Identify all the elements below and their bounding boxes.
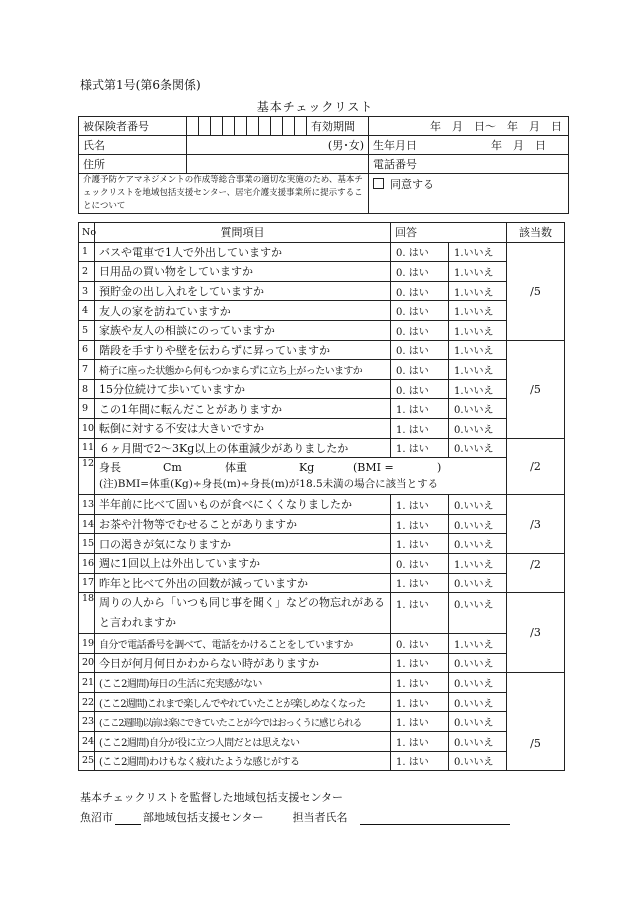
question-text: 口の渇きが気になりますか — [95, 534, 391, 554]
answer-option-yes[interactable]: 1. はい — [391, 653, 449, 673]
question-no: 7 — [79, 360, 95, 380]
question-text: 日用品の買い物をしていますか — [95, 262, 391, 282]
table-row — [79, 320, 565, 340]
answer-option-yes[interactable]: 1. はい — [391, 593, 449, 634]
answer-option-yes[interactable]: 1. はい — [391, 732, 449, 752]
question-text: 友人の家を訪ねていますか — [95, 301, 391, 321]
question-text: 半年前に比べて固いものが食べにくくなりましたか — [95, 495, 391, 515]
answer-option-no[interactable]: 0.いいえ — [449, 692, 507, 712]
answer-option-no[interactable]: 0.いいえ — [449, 399, 507, 419]
answer-option-yes[interactable]: 1. はい — [391, 573, 449, 593]
question-no: 25 — [79, 751, 95, 771]
answer-option-yes[interactable]: 1. はい — [391, 692, 449, 712]
insured-number-label: 被保険者番号 — [79, 117, 187, 136]
question-text: 昨年と比べて外出の回数が減っていますか — [95, 573, 391, 593]
question-text: お茶や汁物等でむせることがありますか — [95, 514, 391, 534]
answer-option-no[interactable]: 1.いいえ — [449, 634, 507, 654]
answer-option-yes[interactable]: 0. はい — [391, 379, 449, 399]
column-header-score: 該当数 — [507, 223, 565, 243]
question-no: 3 — [79, 281, 95, 301]
dob-value: 年 月 日 — [491, 139, 546, 152]
insured-number-digit[interactable] — [199, 117, 211, 136]
checkbox-icon[interactable] — [373, 178, 384, 189]
answer-option-yes[interactable]: 0. はい — [391, 634, 449, 654]
applicant-info-table — [78, 116, 569, 214]
answer-option-yes[interactable]: 0. はい — [391, 242, 449, 262]
consent-option-label: 同意する — [390, 178, 434, 191]
table-row — [79, 712, 565, 732]
answer-option-no[interactable]: 1.いいえ — [449, 301, 507, 321]
answer-option-no[interactable]: 1.いいえ — [449, 281, 507, 301]
validity-label: 有効期間 — [307, 117, 369, 136]
answer-option-no[interactable]: 0.いいえ — [449, 534, 507, 554]
question-no: 23 — [79, 712, 95, 732]
answer-option-yes[interactable]: 0. はい — [391, 262, 449, 282]
gender-option[interactable]: (男･女) — [307, 136, 369, 155]
answer-option-yes[interactable]: 1. はい — [391, 534, 449, 554]
question-text: この1年間に転んだことがありますか — [95, 399, 391, 419]
answer-option-no[interactable]: 0.いいえ — [449, 653, 507, 673]
bmi-line — [99, 460, 502, 476]
answer-option-yes[interactable]: 0. はい — [391, 553, 449, 573]
table-row — [79, 360, 565, 380]
answer-option-no[interactable]: 1.いいえ — [449, 262, 507, 282]
question-no: 10 — [79, 418, 95, 438]
table-row — [79, 593, 565, 634]
answer-option-no[interactable]: 0.いいえ — [449, 732, 507, 752]
question-no: 2 — [79, 262, 95, 282]
answer-option-no[interactable]: 1.いいえ — [449, 340, 507, 360]
bmi-question[interactable] — [95, 458, 507, 495]
question-no: 16 — [79, 553, 95, 573]
table-row — [79, 379, 565, 399]
question-no: 24 — [79, 732, 95, 752]
score-cell[interactable]: /2 — [507, 438, 565, 495]
question-no: 17 — [79, 573, 95, 593]
question-no: 5 — [79, 320, 95, 340]
answer-option-yes[interactable]: 0. はい — [391, 360, 449, 380]
question-no: 22 — [79, 692, 95, 712]
answer-option-no[interactable]: 0.いいえ — [449, 712, 507, 732]
score-cell[interactable]: /5 — [507, 242, 565, 340]
question-no: 1 — [79, 242, 95, 262]
bmi-note: (注)BMI=体重(Kg)÷身長(m)÷身長(m)が18.5未満の場合に該当とする — [99, 478, 439, 491]
answer-option-no[interactable]: 0.いいえ — [449, 495, 507, 515]
table-row — [79, 242, 565, 262]
name-label: 氏名 — [79, 136, 187, 155]
question-no: 14 — [79, 514, 95, 534]
answer-option-yes[interactable]: 1. はい — [391, 495, 449, 515]
insured-number-digit[interactable] — [295, 117, 307, 136]
question-no: 19 — [79, 634, 95, 654]
score-cell[interactable]: /5 — [507, 340, 565, 438]
table-row — [79, 634, 565, 654]
answer-option-yes[interactable]: 1. はい — [391, 438, 449, 458]
consent-checkbox-cell[interactable] — [369, 174, 569, 214]
question-no: 11 — [79, 438, 95, 458]
validity-value[interactable]: 年 月 日～ 年 月 日 — [369, 117, 569, 136]
insured-number-digit[interactable] — [235, 117, 247, 136]
staff-name-field[interactable] — [360, 813, 510, 825]
footer-signature-line — [80, 809, 510, 825]
answer-option-no[interactable]: 1.いいえ — [449, 360, 507, 380]
question-text: 週に1回以上は外出していますか — [95, 553, 391, 573]
table-row — [79, 418, 565, 438]
staff-label: 担当者氏名 — [292, 811, 348, 824]
question-text: ６ヶ月間で2～3Kg以上の体重減少がありましたか — [95, 438, 391, 458]
supervising-center-label: 基本チェックリストを監督した地域包括支援センター — [80, 791, 344, 804]
phone-cell[interactable] — [369, 155, 569, 174]
city-name: 魚沼市 — [80, 811, 113, 824]
question-text: 15分位続けて歩いていますか — [95, 379, 391, 399]
table-row — [79, 573, 565, 593]
question-text: (ここ2週間)自分が役に立つ人間だとは思えない — [95, 732, 391, 752]
table-row — [79, 673, 565, 693]
table-row — [79, 301, 565, 321]
table-row — [79, 692, 565, 712]
table-row — [79, 281, 565, 301]
answer-option-no[interactable]: 1.いいえ — [449, 242, 507, 262]
question-no: 12 — [79, 458, 95, 495]
table-row — [79, 458, 565, 495]
column-header-question: 質問項目 — [95, 223, 391, 243]
answer-option-yes[interactable]: 1. はい — [391, 418, 449, 438]
question-text: 今日が何月何日かわからない時がありますか — [95, 653, 391, 673]
bmi-label: (BMI = — [353, 461, 394, 475]
table-row — [79, 732, 565, 752]
weight-unit: Kg — [299, 461, 315, 475]
height-label: 身長 — [99, 461, 121, 475]
question-text: 周りの人から「いつも同じ事を聞く」などの物忘れがあると言われますか — [95, 593, 391, 634]
answer-option-yes[interactable]: 0. はい — [391, 320, 449, 340]
answer-option-yes[interactable]: 0. はい — [391, 340, 449, 360]
answer-option-yes[interactable]: 0. はい — [391, 281, 449, 301]
answer-option-no[interactable]: 0.いいえ — [449, 418, 507, 438]
table-row — [79, 340, 565, 360]
question-no: 8 — [79, 379, 95, 399]
bmi-close: ) — [437, 461, 442, 475]
question-text: 家族や友人の相談にのっていますか — [95, 320, 391, 340]
center-name: 部地域包括支援センター — [143, 811, 264, 824]
question-no: 18 — [79, 593, 95, 634]
question-text: 階段を手すりや壁を伝わらずに昇っていますか — [95, 340, 391, 360]
table-row — [79, 534, 565, 554]
weight-label: 体重 — [225, 461, 247, 475]
insured-number-digit[interactable] — [271, 117, 283, 136]
question-text: (ここ2週間)これまで楽しんでやれていたことが楽しめなくなった — [95, 692, 391, 712]
question-no: 15 — [79, 534, 95, 554]
question-text: 椅子に座った状態から何もつかまらずに立ち上がったいますか — [95, 360, 391, 380]
question-no: 6 — [79, 340, 95, 360]
insured-number-digit[interactable] — [187, 117, 199, 136]
district-field[interactable] — [115, 813, 141, 825]
phone-label: 電話番号 — [373, 158, 417, 171]
form-id: 様式第1号(第6条関係) — [80, 78, 201, 92]
question-text: (ここ2週間)以前は楽にできていたことが今ではおっくうに感じられる — [95, 712, 391, 732]
answer-option-yes[interactable]: 0. はい — [391, 301, 449, 321]
table-row — [79, 553, 565, 573]
table-row — [79, 262, 565, 282]
question-no: 20 — [79, 653, 95, 673]
question-no: 4 — [79, 301, 95, 321]
answer-option-no[interactable]: 0.いいえ — [449, 673, 507, 693]
column-header-no: No — [79, 223, 95, 243]
table-row — [79, 495, 565, 515]
answer-option-no[interactable]: 0.いいえ — [449, 593, 507, 634]
answer-option-no[interactable]: 0.いいえ — [449, 438, 507, 458]
table-row — [79, 751, 565, 771]
answer-option-yes[interactable]: 1. はい — [391, 399, 449, 419]
insured-number-digit[interactable] — [211, 117, 223, 136]
answer-option-yes[interactable]: 1. はい — [391, 514, 449, 534]
question-text: 預貯金の出し入れをしていますか — [95, 281, 391, 301]
answer-option-no[interactable]: 0.いいえ — [449, 573, 507, 593]
insured-number-digit[interactable] — [259, 117, 271, 136]
dob-label: 生年月日 — [373, 139, 417, 152]
table-row — [79, 399, 565, 419]
checklist-table — [78, 222, 565, 771]
answer-option-no[interactable]: 0.いいえ — [449, 514, 507, 534]
answer-option-yes[interactable]: 1. はい — [391, 712, 449, 732]
question-text: (ここ2週間)わけもなく疲れたような感じがする — [95, 751, 391, 771]
question-text: (ここ2週間)毎日の生活に充実感がない — [95, 673, 391, 693]
address-label: 住所 — [79, 155, 187, 174]
score-cell[interactable]: /3 — [507, 495, 565, 554]
question-text: 自分で電話番号を調べて、電話をかけることをしていますか — [95, 634, 391, 654]
answer-option-yes[interactable]: 1. はい — [391, 751, 449, 771]
question-text: 転倒に対する不安は大きいですか — [95, 418, 391, 438]
document-title: 基本チェックリスト — [256, 100, 374, 114]
answer-option-yes[interactable]: 1. はい — [391, 673, 449, 693]
answer-option-no[interactable]: 1.いいえ — [449, 379, 507, 399]
score-cell[interactable]: /5 — [507, 673, 565, 771]
score-cell[interactable]: /3 — [507, 593, 565, 673]
consent-text: 介護予防ケアマネジメントの作成等総合事業の適切な実施のため、基本チェックリストを地域包括支援センター、居宅介護支援事業所に提示することについて — [79, 174, 369, 214]
score-cell[interactable]: /2 — [507, 553, 565, 592]
question-no: 13 — [79, 495, 95, 515]
dob-cell[interactable] — [369, 136, 569, 155]
answer-option-no[interactable]: 0.いいえ — [449, 751, 507, 771]
answer-option-no[interactable]: 1.いいえ — [449, 553, 507, 573]
insured-number-digit[interactable] — [223, 117, 235, 136]
table-row — [79, 438, 565, 458]
question-text: バスや電車で1人で外出していますか — [95, 242, 391, 262]
height-unit: Cm — [163, 461, 182, 475]
insured-number-digit[interactable] — [247, 117, 259, 136]
address-field[interactable] — [187, 155, 369, 174]
question-no: 9 — [79, 399, 95, 419]
question-no: 21 — [79, 673, 95, 693]
answer-option-no[interactable]: 1.いいえ — [449, 320, 507, 340]
column-header-answer: 回答 — [391, 223, 507, 243]
insured-number-digit[interactable] — [283, 117, 295, 136]
table-row — [79, 653, 565, 673]
name-field[interactable] — [187, 136, 307, 155]
table-row — [79, 514, 565, 534]
